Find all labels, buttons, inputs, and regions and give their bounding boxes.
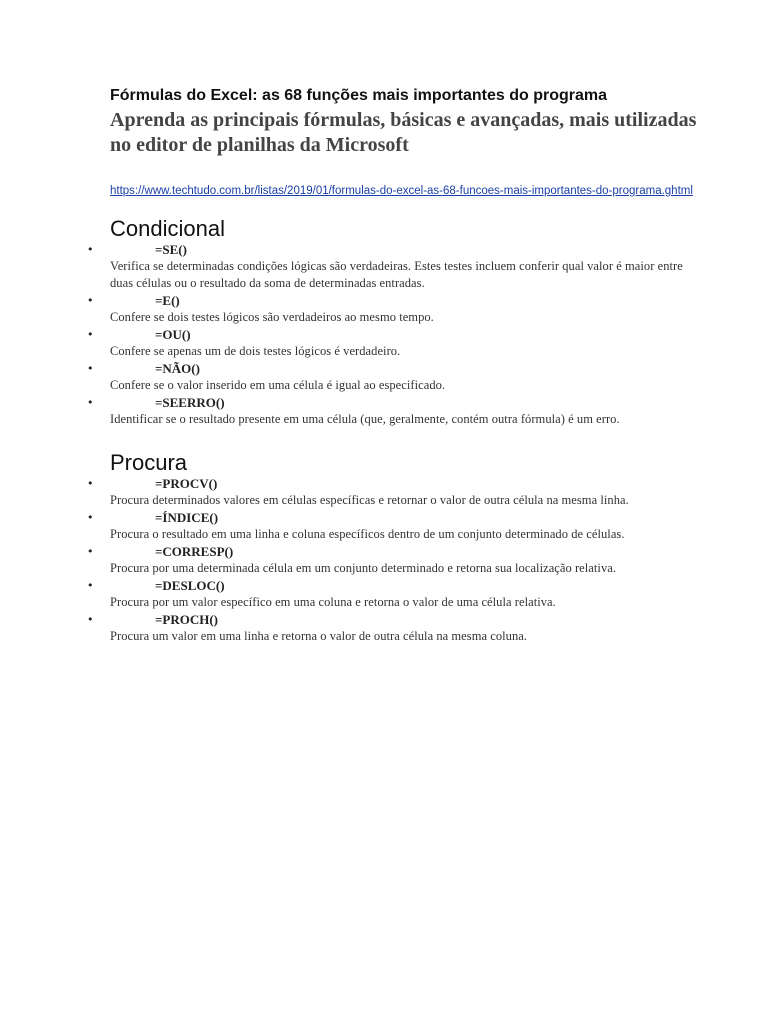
function-name: =E() [155,293,180,308]
function-description: Verifica se determinadas condições lógicas são verdadeiras. Estes testes incluem conferir qual valor é maior entre duas células ou o resultado da soma de determinadas entradas. [110,259,683,290]
function-name: =DESLOC() [155,578,225,593]
function-description: Identificar se o resultado presente em uma célula (que, geralmente, contém outra fórmula) é um erro. [110,412,620,426]
list-item [87,611,710,645]
bullet-icon: • [87,294,94,307]
section-procura [87,450,710,645]
list-item [87,360,710,394]
list-item [87,292,710,326]
list-item [87,241,710,292]
function-name: =OU() [155,327,191,342]
list-item [87,509,710,543]
function-name: =SEERRO() [155,395,225,410]
function-name: =PROCV() [155,476,218,491]
list-item [87,326,710,360]
function-name: =SE() [155,242,187,257]
bullet-icon: • [87,328,94,341]
bullet-icon: • [87,613,94,626]
bullet-icon: • [87,579,94,592]
bullet-icon: • [87,362,94,375]
function-description: Procura determinados valores em células específicas e retornar o valor de outra célula na mesma linha. [110,493,629,507]
list-item [87,475,710,509]
source-link[interactable]: https://www.techtudo.com.br/listas/2019/01/formulas-do-excel-as-68-funcoes-mais-importantes-do-programa.ghtml [110,185,693,197]
list-item [87,577,710,611]
document-subtitle: Aprenda as principais fórmulas, básicas e avançadas, mais utilizadas no editor de planilhas da Microsoft [110,109,697,156]
function-name: =PROCH() [155,612,219,627]
function-name: =CORRESP() [155,544,234,559]
function-name: =ÍNDICE() [155,510,219,525]
bullet-icon: • [87,511,94,524]
list-item [87,543,710,577]
bullet-icon: • [87,243,94,256]
function-description: Procura por um valor específico em uma coluna e retorna o valor de uma célula relativa. [110,595,556,609]
function-description: Confere se apenas um de dois testes lógicos é verdadeiro. [110,344,401,358]
function-description: Confere se o valor inserido em uma célula é igual ao especificado. [110,378,446,392]
list-item [87,394,710,428]
bullet-icon: • [87,545,94,558]
section-condicional [87,216,710,428]
function-description: Procura um valor em uma linha e retorna o valor de outra célula na mesma coluna. [110,629,528,643]
section-heading: Procura [110,450,188,475]
document-page [87,86,710,645]
section-heading: Condicional [110,216,225,241]
function-description: Confere se dois testes lógicos são verdadeiros ao mesmo tempo. [110,310,434,324]
bullet-icon: • [87,477,94,490]
bullet-icon: • [87,396,94,409]
document-title: Fórmulas do Excel: as 68 funções mais importantes do programa [110,87,608,104]
function-description: Procura por uma determinada célula em um conjunto determinado e retorna sua localização relativa. [110,561,617,575]
function-description: Procura o resultado em uma linha e coluna específicos dentro de um conjunto determinado de células. [110,527,625,541]
function-name: =NÃO() [155,361,200,376]
